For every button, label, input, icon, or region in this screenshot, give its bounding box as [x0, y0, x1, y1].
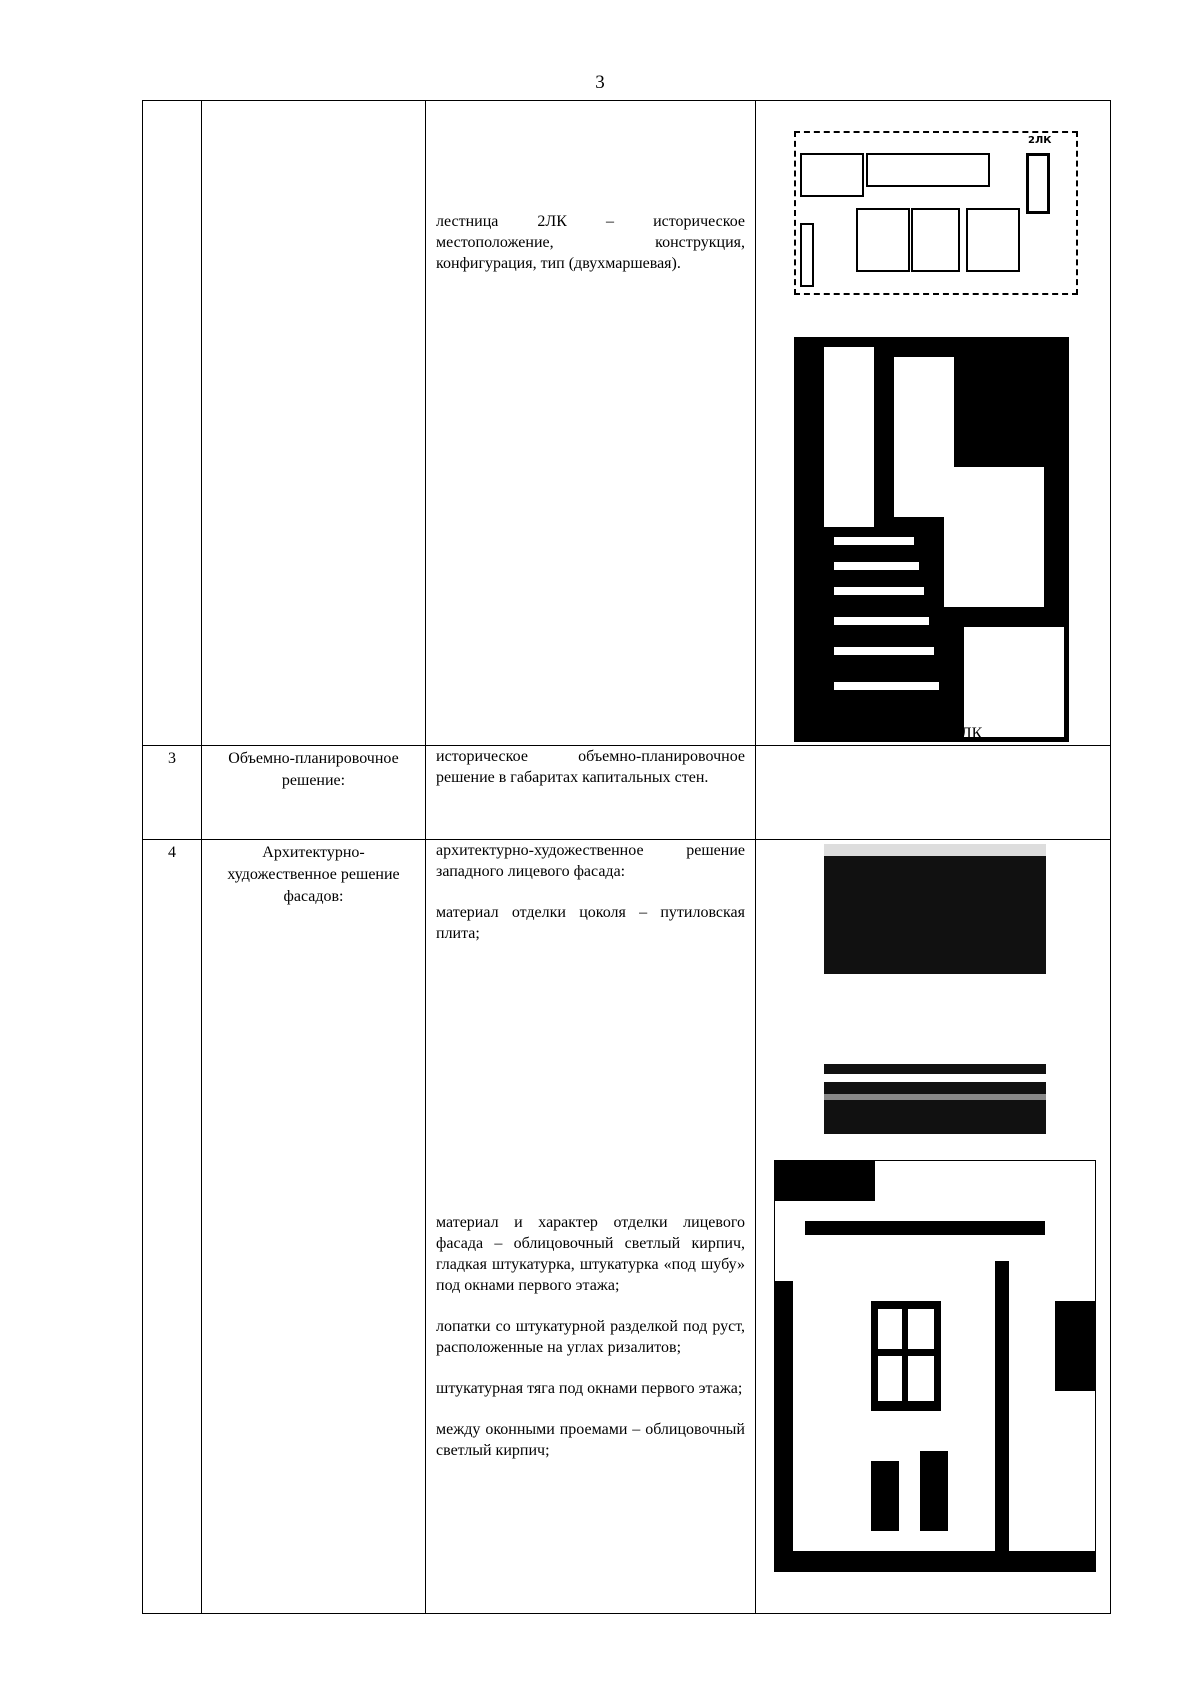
image-caption: Лестница 2ЛК	[883, 725, 983, 742]
row-number: 4	[143, 840, 202, 1614]
row-name: Архитектурно-художественное решение фасадов:	[202, 840, 426, 1614]
description-paragraph: материал и характер отделки лицевого фасада – облицовочный светлый кирпич, гладкая штукатурка, штукатурка «под шубу» под окнами первого этажа;	[436, 1214, 745, 1294]
description-paragraph: лопатки со штукатурной разделкой под руст, расположенные на углах ризалитов;	[436, 1318, 745, 1356]
description-paragraph: между оконными проемами – облицовочный светлый кирпич;	[436, 1421, 745, 1459]
table-row	[143, 840, 1111, 1614]
row-description	[426, 840, 756, 1614]
row-description	[426, 746, 756, 840]
description-paragraph: лестница 2ЛК – историческое местоположение, конструкция, конфигурация, тип (двухмаршевая).	[436, 213, 745, 272]
staircase-photo	[794, 337, 1069, 742]
table-row	[143, 101, 1111, 746]
facade-photo	[774, 1160, 1096, 1572]
staircase-marker	[1026, 153, 1050, 214]
description-paragraph: историческое объемно-планировочное решение в габаритах капитальных стен.	[436, 748, 745, 786]
row-description	[426, 101, 756, 746]
plan-label: 2ЛК	[1028, 135, 1052, 146]
row-name: Объемно-планировочное решение:	[202, 746, 426, 840]
row-images-empty	[756, 746, 1111, 840]
page-number: 3	[595, 72, 605, 93]
floor-plan-image	[794, 131, 1078, 295]
description-paragraph: штукатурная тяга под окнами первого этажа;	[436, 1380, 743, 1397]
document-table	[142, 100, 1111, 1614]
table-row	[143, 746, 1111, 840]
row-number	[143, 101, 202, 746]
plinth-photo	[824, 844, 1046, 1134]
row-images	[756, 101, 1111, 746]
row-images	[756, 840, 1111, 1614]
row-number: 3	[143, 746, 202, 840]
description-paragraph: материал отделки цоколя – путиловская плита;	[436, 904, 745, 942]
row-name	[202, 101, 426, 746]
description-paragraph: архитектурно-художественное решение западного лицевого фасада:	[436, 842, 745, 880]
